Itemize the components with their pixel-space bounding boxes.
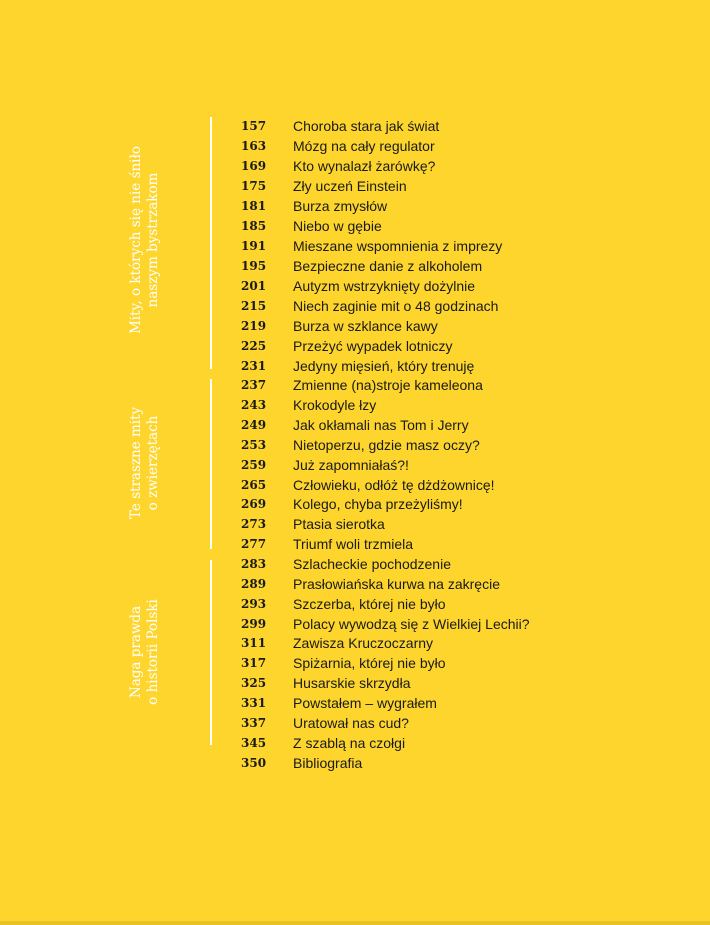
- toc-entry-title: Bezpieczne danie z alkoholem: [293, 258, 483, 274]
- toc-page-number: 249: [241, 418, 267, 432]
- toc-entry: [0, 395, 710, 415]
- toc-entry-title: Przeżyć wypadek lotniczy: [293, 338, 453, 354]
- toc-page-number: 181: [241, 199, 267, 213]
- toc-entry: [0, 356, 710, 376]
- toc-entry: [0, 455, 710, 475]
- toc-entry-title: Nietoperzu, gdzie masz oczy?: [293, 437, 480, 453]
- toc-entry: [0, 673, 710, 693]
- toc-entry: [0, 156, 710, 176]
- toc-entry-title: Kolego, chyba przeżyliśmy!: [293, 496, 463, 512]
- toc-entry: [0, 693, 710, 713]
- toc-entry: [0, 713, 710, 733]
- toc-page-number: 265: [241, 478, 267, 492]
- toc-entry-title: Zawisza Kruczoczarny: [293, 635, 434, 651]
- toc-page-number: 169: [241, 159, 267, 173]
- toc-entry-title: Spiżarnia, której nie było: [293, 655, 446, 671]
- section-title-line: o zwierzętach: [145, 415, 161, 511]
- toc-page-number: 311: [241, 636, 267, 650]
- toc-entry: [0, 116, 710, 136]
- toc-entry-title: Jedyny mięsień, który trenuję: [293, 358, 475, 374]
- toc-entry-title: Zmienne (na)stroje kameleona: [293, 377, 483, 393]
- toc-entry: [0, 534, 710, 554]
- toc-page-number: 215: [241, 299, 267, 313]
- toc-entry: [0, 316, 710, 336]
- toc-entry-title: Bibliografia: [293, 755, 363, 771]
- toc-entry-title: Szczerba, której nie było: [293, 596, 446, 612]
- toc-page-number: 253: [241, 438, 267, 452]
- toc-page-number: 185: [241, 219, 267, 233]
- toc-entry: [0, 256, 710, 276]
- toc-entry-title: Jak okłamali nas Tom i Jerry: [293, 417, 469, 433]
- toc-page-number: 163: [241, 139, 267, 153]
- toc-page-number: 269: [241, 497, 267, 511]
- toc-entry-title: Szlacheckie pochodzenie: [293, 556, 451, 572]
- toc-entry-title: Autyzm wstrzyknięty dożylnie: [293, 278, 476, 294]
- toc-entry: [0, 136, 710, 156]
- toc-page-number: 157: [241, 119, 267, 133]
- toc-page-number: 195: [241, 259, 267, 273]
- section-title-line: Naga prawda: [128, 605, 144, 699]
- toc-entry: [0, 375, 710, 395]
- toc-page-number: 201: [241, 279, 267, 293]
- toc-entry: [0, 614, 710, 634]
- section-title-line: Mity, o których się nie śniło: [128, 145, 144, 335]
- toc-page-number: 277: [241, 537, 267, 551]
- toc-page-number: 345: [241, 736, 267, 750]
- toc-entry-title: Uratował nas cud?: [293, 715, 409, 731]
- toc-page-number: 289: [241, 577, 267, 591]
- toc-entry: [0, 475, 710, 495]
- toc-entry: [0, 435, 710, 455]
- toc-entry: [0, 574, 710, 594]
- toc-entry-title: Krokodyle łzy: [293, 397, 377, 413]
- toc-entry-title: Triumf woli trzmiela: [293, 536, 414, 552]
- toc-entry-title: Burza w szklance kawy: [293, 318, 438, 334]
- toc-page-number: 259: [241, 458, 267, 472]
- toc-page-number: 175: [241, 179, 267, 193]
- toc-entry-title: Człowieku, odłóż tę dżdżownicę!: [293, 477, 495, 493]
- toc-entry: [0, 653, 710, 673]
- toc-entry: [0, 753, 710, 773]
- toc-entry: [0, 594, 710, 614]
- toc-entry: [0, 733, 710, 753]
- toc-entry-title: Mózg na cały regulator: [293, 138, 435, 154]
- toc-entry: [0, 554, 710, 574]
- toc-entry: [0, 494, 710, 514]
- toc-page-number: 225: [241, 339, 267, 353]
- toc-entry-title: Prasłowiańska kurwa na zakręcie: [293, 576, 500, 592]
- toc-page-number: 317: [241, 656, 267, 670]
- section-title-line: naszym bystrzakom: [145, 172, 161, 308]
- toc-entry-title: Już zapomniałaś?!: [293, 457, 409, 473]
- toc-page-number: 273: [241, 517, 267, 531]
- toc-page-number: 293: [241, 597, 267, 611]
- toc-page-number: 243: [241, 398, 267, 412]
- toc-entry: [0, 196, 710, 216]
- toc-entry: [0, 415, 710, 435]
- toc-entry: [0, 176, 710, 196]
- toc-page-number: 231: [241, 359, 267, 373]
- toc-page-number: 337: [241, 716, 267, 730]
- toc-entry-title: Polacy wywodzą się z Wielkiej Lechii?: [293, 616, 530, 632]
- section-title-line: Te straszne mity: [128, 406, 144, 520]
- toc-entry: [0, 276, 710, 296]
- toc-entry-title: Zły uczeń Einstein: [293, 178, 407, 194]
- toc-entry-title: Mieszane wspomnienia z imprezy: [293, 238, 503, 254]
- toc-entry-title: Husarskie skrzydła: [293, 675, 411, 691]
- toc-page-number: 331: [241, 696, 267, 710]
- toc-entry: [0, 514, 710, 534]
- toc-entry-title: Niech zaginie mit o 48 godzinach: [293, 298, 499, 314]
- toc-entry: [0, 296, 710, 316]
- toc-entry-title: Kto wynalazł żarówkę?: [293, 158, 436, 174]
- toc-entry-title: Powstałem – wygrałem: [293, 695, 437, 711]
- toc-page-number: 325: [241, 676, 267, 690]
- toc-entry: [0, 236, 710, 256]
- toc-page-number: 350: [241, 756, 267, 770]
- toc-entry-title: Z szablą na czołgi: [293, 735, 406, 751]
- toc-entry-title: Niebo w gębie: [293, 218, 382, 234]
- toc-page-number: 299: [241, 617, 267, 631]
- toc-entry: [0, 633, 710, 653]
- toc-entry: [0, 336, 710, 356]
- section-title-line: o historii Polski: [145, 599, 161, 705]
- toc-entry-title: Choroba stara jak świat: [293, 118, 440, 134]
- toc-page-number: 191: [241, 239, 267, 253]
- toc-entry: [0, 216, 710, 236]
- page-bottom-edge: [0, 921, 710, 925]
- toc-entry-title: Ptasia sierotka: [293, 516, 385, 532]
- toc-page-number: 219: [241, 319, 267, 333]
- toc-page-number: 283: [241, 557, 267, 571]
- toc-page-number: 237: [241, 378, 267, 392]
- toc-entry-title: Burza zmysłów: [293, 198, 388, 214]
